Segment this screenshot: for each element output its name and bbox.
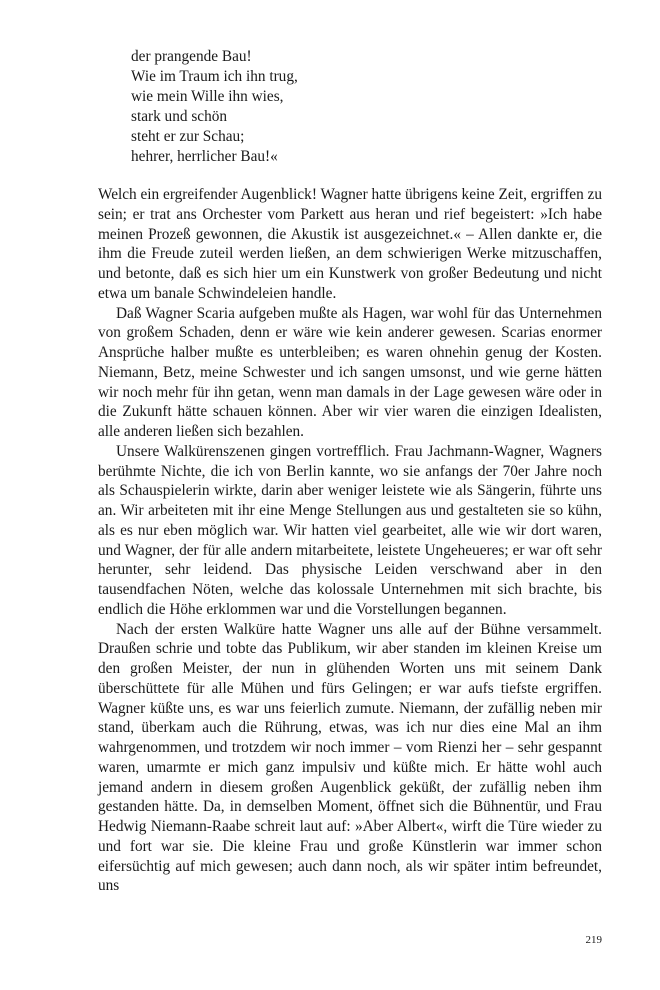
verse-line: Wie im Traum ich ihn trug, — [131, 68, 298, 85]
verse-line: stark und schön — [131, 108, 228, 125]
body-text — [98, 185, 602, 896]
paragraph: Nach der ersten Walküre hatte Wagner uns alle auf der Bühne versammelt. Draußen schrie und tobte das Publikum, wir aber standen im kleinen Kreise um den großen Meister, der nun in glühenden Worten uns mit seinem Dank überschüttete für alle Mühen und fürs Gelingen; er war aufs tiefste ergriffen. Wagner küßte uns, es war uns feierlich zumute. Niemann, der zufällig neben mir stand, überkam auch die Rührung, etwas, was ich nur dies eine Mal an ihm wahrgenommen, und trotzdem wir noch immer – vom Rienzi her – sehr gespannt waren, umarmte er mich ganz impulsiv und küßte mich. Er hätte wohl auch jemand andern in diesem großen Augenblick geküßt, der zufällig neben ihm gestanden hätte. Da, in demselben Moment, öffnet sich die Bühnentür, und Frau Hedwig Niemann-Raabe schreit laut auf: »Aber Albert«, wirft die Türe wieder zu und fort war sie. Die kleine Frau und große Künstlerin war immer schon eifersüchtig auf mich gewesen; auch dann noch, als wir später intim befreundet, uns — [98, 620, 602, 895]
paragraph: Unsere Walkürenszenen gingen vortrefflich. Frau Jachmann-Wagner, Wagners berühmte Nichte, die ich von Berlin kannte, wo sie anfangs der 70er Jahre noch als Schauspielerin wirkte, darin aber weniger leistete wie als Sängerin, führte uns an. Wir arbeiteten mit ihr eine Menge Stellungen aus und gestalteten sie so kühn, als es nur eben möglich war. Wir hatten viel gearbeitet, alle wie wir dort waren, und Wagner, der für alle andern mitarbeitete, leistete Ungeheueres; er war oft sehr herunter, sehr leidend. Das physische Leiden verschwand aber in den tausendfachen Nöten, welche das kolossale Unternehmen mit sich brachte, bis endlich die Höhe erklommen war und die Vorstellungen begannen. — [98, 442, 602, 618]
verse-line: wie mein Wille ihn wies, — [131, 88, 284, 105]
verse-quote — [131, 47, 298, 167]
page-number: 219 — [585, 934, 602, 946]
verse-line: hehrer, herrlicher Bau!« — [131, 148, 278, 165]
verse-line: der prangende Bau! — [131, 48, 252, 65]
verse-line: steht er zur Schau; — [131, 128, 245, 145]
paragraph: Daß Wagner Scaria aufgeben mußte als Hagen, war wohl für das Unternehmen von großem Schaden, denn er wäre wie kein anderer gewesen. Scarias enormer Ansprüche halber mußte es unterbleiben; es waren ohnehin genug der Kosten. Niemann, Betz, meine Schwester und ich sangen umsonst, und wie gerne hätten wir noch mehr für ihn getan, wenn man damals in der Lage gewesen wäre oder in die Zukunft hätte schauen können. Aber wir vier waren die einzigen Idealisten, alle anderen ließen sich bezahlen. — [98, 304, 602, 440]
paragraph: Welch ein ergreifender Augenblick! Wagner hatte übrigens keine Zeit, ergriffen zu sein; er trat ans Orchester vom Parkett aus heran und rief begeistert: »Ich habe meinen Prozeß gewonnen, die Akustik ist ausgezeichnet.« – Allen dankte er, die ihm die Freude zuteil werden ließen, an dem schwierigen Werke mitzuschaffen, und betonte, daß es sich hier um ein Kunstwerk von großer Bedeutung und nicht etwa um banale Schwindeleien handle. — [98, 186, 602, 302]
